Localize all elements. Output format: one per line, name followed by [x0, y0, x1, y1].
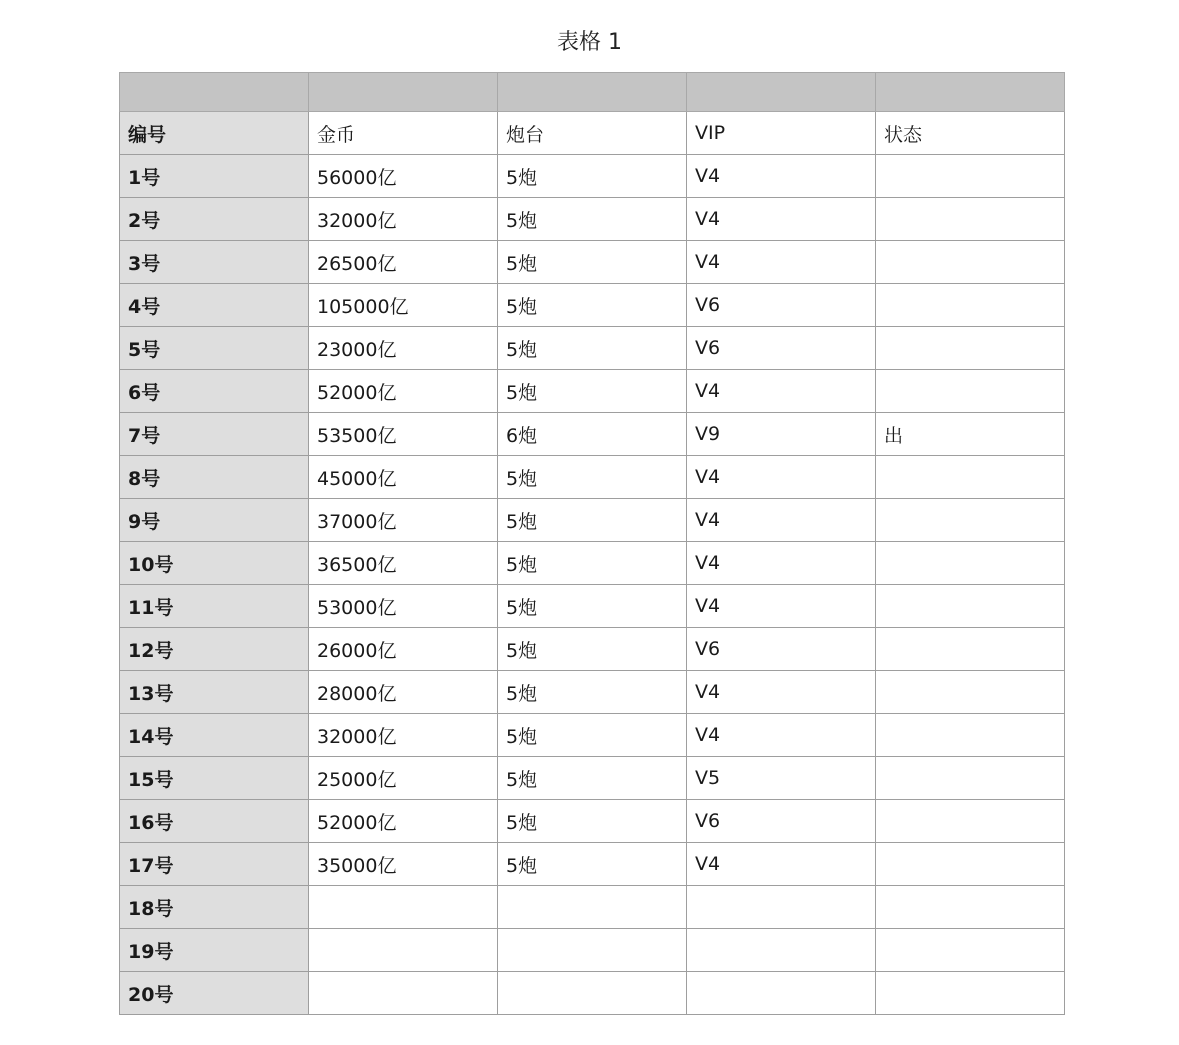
- cell-cannon[interactable]: 5炮: [498, 370, 687, 413]
- table-row: [120, 413, 1065, 456]
- table-row: [120, 671, 1065, 714]
- cell-vip[interactable]: V6: [687, 628, 876, 671]
- cell-coins[interactable]: 35000亿: [309, 843, 498, 886]
- cell-cannon[interactable]: 5炮: [498, 757, 687, 800]
- table-row: [120, 628, 1065, 671]
- cell-status[interactable]: [876, 327, 1065, 370]
- cell-id[interactable]: 4号: [120, 284, 309, 327]
- cell-id[interactable]: 9号: [120, 499, 309, 542]
- data-table: [119, 72, 1065, 1015]
- cell-status[interactable]: [876, 585, 1065, 628]
- cell-status[interactable]: [876, 628, 1065, 671]
- cell-id[interactable]: 2号: [120, 198, 309, 241]
- cell-id[interactable]: 5号: [120, 327, 309, 370]
- header-cell-status[interactable]: 状态: [876, 112, 1065, 155]
- cell-id[interactable]: 20号: [120, 972, 309, 1015]
- band-cell[interactable]: [876, 73, 1065, 112]
- header-cell-cannon[interactable]: 炮台: [498, 112, 687, 155]
- cell-cannon[interactable]: 5炮: [498, 628, 687, 671]
- header-cell-coins[interactable]: 金币: [309, 112, 498, 155]
- cell-status[interactable]: [876, 499, 1065, 542]
- cell-id[interactable]: 8号: [120, 456, 309, 499]
- table-row: [120, 800, 1065, 843]
- cell-status[interactable]: [876, 714, 1065, 757]
- table-row: [120, 241, 1065, 284]
- cell-coins[interactable]: 32000亿: [309, 198, 498, 241]
- cell-id[interactable]: 17号: [120, 843, 309, 886]
- cell-id[interactable]: 3号: [120, 241, 309, 284]
- band-cell[interactable]: [687, 73, 876, 112]
- cell-vip[interactable]: [687, 886, 876, 929]
- cell-id[interactable]: 11号: [120, 585, 309, 628]
- table-row: [120, 284, 1065, 327]
- cell-vip[interactable]: V5: [687, 757, 876, 800]
- cell-status[interactable]: [876, 542, 1065, 585]
- cell-cannon[interactable]: 5炮: [498, 499, 687, 542]
- cell-status[interactable]: [876, 800, 1065, 843]
- cell-status[interactable]: [876, 843, 1065, 886]
- cell-vip[interactable]: V4: [687, 499, 876, 542]
- cell-id[interactable]: 6号: [120, 370, 309, 413]
- table-row: [120, 198, 1065, 241]
- cell-status[interactable]: [876, 198, 1065, 241]
- cell-status[interactable]: [876, 886, 1065, 929]
- cell-status[interactable]: [876, 456, 1065, 499]
- cell-cannon[interactable]: 5炮: [498, 327, 687, 370]
- cell-status[interactable]: [876, 757, 1065, 800]
- cell-cannon[interactable]: [498, 972, 687, 1015]
- cell-cannon[interactable]: 5炮: [498, 198, 687, 241]
- cell-coins[interactable]: 53000亿: [309, 585, 498, 628]
- table-row: [120, 585, 1065, 628]
- cell-coins[interactable]: [309, 886, 498, 929]
- cell-coins[interactable]: 53500亿: [309, 413, 498, 456]
- cell-coins[interactable]: 32000亿: [309, 714, 498, 757]
- cell-vip[interactable]: V4: [687, 542, 876, 585]
- cell-status[interactable]: [876, 929, 1065, 972]
- cell-id[interactable]: 19号: [120, 929, 309, 972]
- cell-id[interactable]: 7号: [120, 413, 309, 456]
- table-row: [120, 757, 1065, 800]
- table-row: [120, 886, 1065, 929]
- cell-coins[interactable]: 26500亿: [309, 241, 498, 284]
- cell-coins[interactable]: 23000亿: [309, 327, 498, 370]
- table-row: [120, 714, 1065, 757]
- cell-coins[interactable]: 36500亿: [309, 542, 498, 585]
- cell-vip[interactable]: V6: [687, 327, 876, 370]
- cell-vip[interactable]: V4: [687, 198, 876, 241]
- band-cell[interactable]: [498, 73, 687, 112]
- cell-cannon[interactable]: 5炮: [498, 585, 687, 628]
- cell-id[interactable]: 18号: [120, 886, 309, 929]
- table-row: [120, 542, 1065, 585]
- cell-coins[interactable]: 105000亿: [309, 284, 498, 327]
- cell-cannon[interactable]: 5炮: [498, 241, 687, 284]
- cell-status[interactable]: [876, 241, 1065, 284]
- cell-cannon[interactable]: 5炮: [498, 800, 687, 843]
- table-row: [120, 370, 1065, 413]
- cell-cannon[interactable]: 5炮: [498, 843, 687, 886]
- cell-coins[interactable]: 28000亿: [309, 671, 498, 714]
- header-row: [120, 112, 1065, 155]
- cell-id[interactable]: 13号: [120, 671, 309, 714]
- table-row: [120, 327, 1065, 370]
- cell-vip[interactable]: V4: [687, 585, 876, 628]
- cell-vip[interactable]: V4: [687, 714, 876, 757]
- cell-vip[interactable]: [687, 972, 876, 1015]
- band-cell[interactable]: [309, 73, 498, 112]
- cell-status[interactable]: [876, 370, 1065, 413]
- cell-cannon[interactable]: 5炮: [498, 456, 687, 499]
- cell-status[interactable]: [876, 972, 1065, 1015]
- cell-id[interactable]: 10号: [120, 542, 309, 585]
- cell-coins[interactable]: 52000亿: [309, 800, 498, 843]
- header-cell-id[interactable]: 编号: [120, 112, 309, 155]
- table-row: [120, 929, 1065, 972]
- header-cell-vip[interactable]: VIP: [687, 112, 876, 155]
- cell-id[interactable]: 16号: [120, 800, 309, 843]
- table-title: 表格 1: [557, 30, 622, 55]
- cell-cannon[interactable]: [498, 886, 687, 929]
- table-row: [120, 843, 1065, 886]
- cell-cannon[interactable]: 5炮: [498, 155, 687, 198]
- cell-vip[interactable]: V4: [687, 671, 876, 714]
- cell-coins[interactable]: 45000亿: [309, 456, 498, 499]
- cell-cannon[interactable]: 5炮: [498, 671, 687, 714]
- cell-cannon[interactable]: 6炮: [498, 413, 687, 456]
- cell-vip[interactable]: V9: [687, 413, 876, 456]
- cell-vip[interactable]: V6: [687, 284, 876, 327]
- cell-status[interactable]: 出: [876, 413, 1065, 456]
- cell-status[interactable]: [876, 671, 1065, 714]
- cell-vip[interactable]: V4: [687, 370, 876, 413]
- cell-vip[interactable]: V4: [687, 843, 876, 886]
- cell-status[interactable]: [876, 155, 1065, 198]
- header-band-row: [120, 73, 1065, 112]
- cell-cannon[interactable]: 5炮: [498, 284, 687, 327]
- cell-cannon[interactable]: [498, 929, 687, 972]
- cell-vip[interactable]: [687, 929, 876, 972]
- cell-vip[interactable]: V4: [687, 241, 876, 284]
- cell-cannon[interactable]: 5炮: [498, 714, 687, 757]
- cell-vip[interactable]: V6: [687, 800, 876, 843]
- cell-coins[interactable]: [309, 929, 498, 972]
- cell-status[interactable]: [876, 284, 1065, 327]
- cell-coins[interactable]: 25000亿: [309, 757, 498, 800]
- band-cell[interactable]: [120, 73, 309, 112]
- cell-id[interactable]: 12号: [120, 628, 309, 671]
- cell-vip[interactable]: V4: [687, 155, 876, 198]
- cell-id[interactable]: 15号: [120, 757, 309, 800]
- cell-coins[interactable]: 52000亿: [309, 370, 498, 413]
- table-row: [120, 155, 1065, 198]
- cell-id[interactable]: 14号: [120, 714, 309, 757]
- cell-vip[interactable]: V4: [687, 456, 876, 499]
- cell-coins[interactable]: 26000亿: [309, 628, 498, 671]
- cell-coins[interactable]: 56000亿: [309, 155, 498, 198]
- cell-coins[interactable]: 37000亿: [309, 499, 498, 542]
- table-row: [120, 499, 1065, 542]
- cell-cannon[interactable]: 5炮: [498, 542, 687, 585]
- table-row: [120, 456, 1065, 499]
- table-row: [120, 972, 1065, 1015]
- cell-id[interactable]: 1号: [120, 155, 309, 198]
- cell-coins[interactable]: [309, 972, 498, 1015]
